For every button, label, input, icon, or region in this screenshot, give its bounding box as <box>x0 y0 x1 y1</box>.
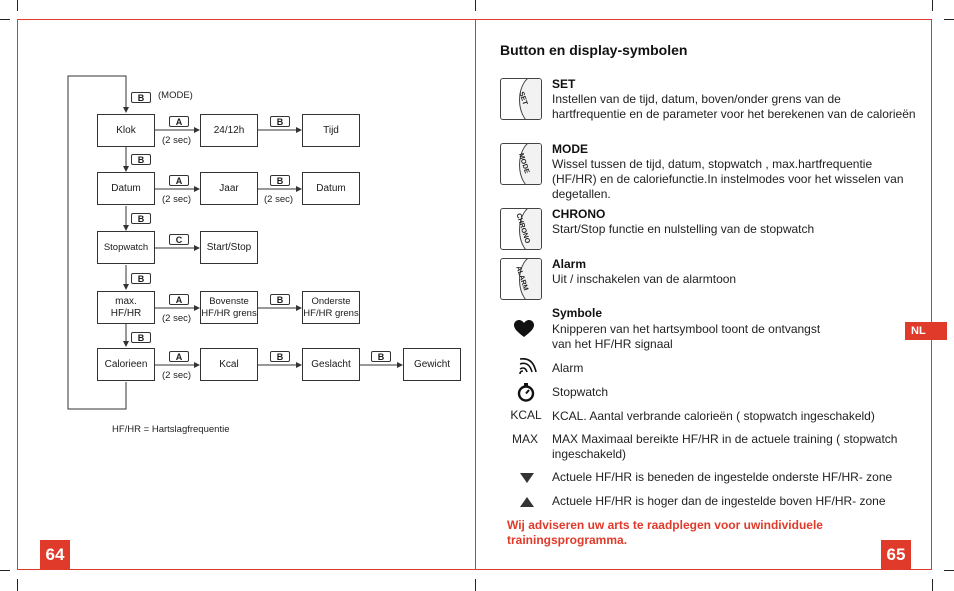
triangle-down-icon <box>519 472 535 486</box>
item-title-mode: MODE <box>552 142 588 156</box>
item-title-alarm: Alarm <box>552 257 587 271</box>
set-button-icon: SET <box>500 78 542 120</box>
box-bovenste-grens: Bovenste HF/HR grens <box>200 291 258 324</box>
chrono-button-icon: CHRONO <box>500 208 542 250</box>
box-geslacht: Geslacht <box>302 348 360 381</box>
key-b: B <box>131 92 151 103</box>
mode-button-icon: MODE <box>500 143 542 185</box>
box-24-12h: 24/12h <box>200 114 258 147</box>
symbol-desc-above-zone: Actuele HF/HR is hoger dan de ingestelde boven HF/HR- zone <box>552 494 886 508</box>
box-start-stop: Start/Stop <box>200 231 258 264</box>
heart-icon <box>513 320 535 340</box>
box-datum-2: Datum <box>302 172 360 205</box>
box-kcal: Kcal <box>200 348 258 381</box>
key-b: B <box>270 351 290 362</box>
box-max-hr: max. HF/HR <box>97 291 155 324</box>
symbol-desc-below-zone: Actuele HF/HR is beneden de ingestelde onderste HF/HR- zone <box>552 470 893 484</box>
two-sec-label: (2 sec) <box>162 313 192 324</box>
symbols-title: Symbole <box>552 306 603 320</box>
symbol-desc-max: MAX Maximaal bereikte HF/HR in de actuele training ( stopwatch ingeschakeld) <box>552 432 898 461</box>
stopwatch-icon <box>516 382 536 402</box>
key-b: B <box>131 213 151 224</box>
language-tab: NL <box>905 322 947 340</box>
key-a: A <box>169 116 189 127</box>
symbol-desc-kcal: KCAL. Aantal verbrande calorieën ( stopwatch ingeschakeld) <box>552 409 875 423</box>
max-label: MAX <box>511 432 538 446</box>
key-b: B <box>371 351 391 362</box>
alarm-button-icon: ALARM <box>500 258 542 300</box>
box-datum: Datum <box>97 172 155 205</box>
triangle-up-icon <box>519 496 535 510</box>
two-sec-label: (2 sec) <box>264 194 294 205</box>
symbol-desc-alarm: Alarm <box>552 361 584 375</box>
two-sec-label: (2 sec) <box>162 135 192 146</box>
key-a: A <box>169 294 189 305</box>
symbol-desc-heart: Knipperen van het hartsymbool toont de ontvangst van het HF/HR signaal <box>552 322 821 351</box>
key-b: B <box>131 154 151 165</box>
key-a: A <box>169 351 189 362</box>
box-stopwatch: Stopwatch <box>97 231 155 264</box>
key-b: B <box>270 116 290 127</box>
box-onderste-grens: Onderste HF/HR grens <box>302 291 360 324</box>
mode-label: (MODE) <box>158 90 193 101</box>
alarm-waves-icon <box>516 358 538 376</box>
key-c: C <box>169 234 189 245</box>
footnote: HF/HR = Hartslagfrequentie <box>112 424 230 435</box>
box-klok: Klok <box>97 114 155 147</box>
item-desc-set: Instellen van de tijd, datum, boven/onder grens van de hartfrequentie en de parameter voor het berekenen van de calorieën <box>552 92 916 121</box>
key-b: B <box>270 294 290 305</box>
kcal-label: KCAL <box>510 408 542 422</box>
key-b: B <box>131 332 151 343</box>
page-number-right: 65 <box>881 540 911 570</box>
two-sec-label: (2 sec) <box>162 370 192 381</box>
item-desc-mode: Wissel tussen de tijd, datum, stopwatch , max.hartfrequentie (HF/HR) en de caloriefunctie.In instelmodes voor het wisselen van degetallen. <box>552 157 904 201</box>
page-number-left: 64 <box>40 540 70 570</box>
item-title-set: SET <box>552 77 576 91</box>
key-a: A <box>169 175 189 186</box>
box-gewicht: Gewicht <box>403 348 461 381</box>
item-desc-alarm: Uit / inschakelen van de alarmtoon <box>552 272 737 286</box>
key-b: B <box>270 175 290 186</box>
two-sec-label: (2 sec) <box>162 194 192 205</box>
advice-text: Wij adviseren uw arts te raadplegen voor uwindividuele trainingsprogramma. <box>507 518 823 547</box>
item-desc-chrono: Start/Stop functie en nulstelling van de stopwatch <box>552 222 815 236</box>
box-calorieen: Calorieen <box>97 348 155 381</box>
symbol-desc-stopwatch: Stopwatch <box>552 385 609 399</box>
page-heading: Button en display-symbolen <box>500 42 688 58</box>
box-jaar: Jaar <box>200 172 258 205</box>
box-tijd: Tijd <box>302 114 360 147</box>
key-b: B <box>131 273 151 284</box>
item-title-chrono: CHRONO <box>552 207 606 221</box>
